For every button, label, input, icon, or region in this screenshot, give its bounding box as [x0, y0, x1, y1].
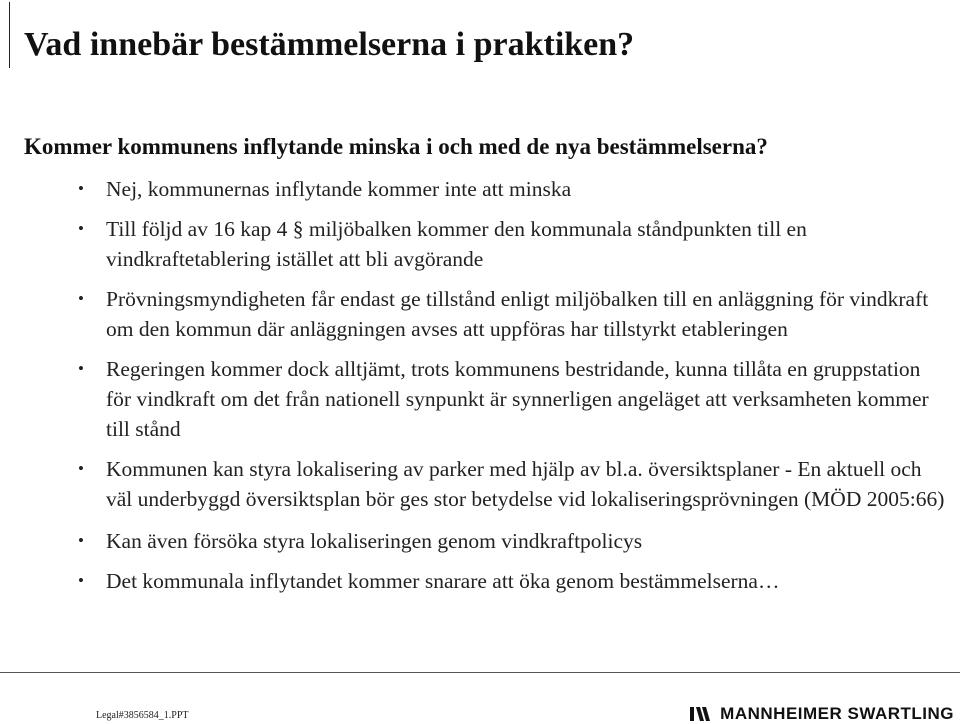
brand-name: MANNHEIMER SWARTLING: [720, 704, 954, 723]
bullet-icon: •: [78, 219, 84, 238]
bullet-item: [78, 214, 950, 274]
bullet-list: [78, 174, 950, 606]
bullet-icon: •: [78, 289, 84, 308]
slide-subheading: Kommer kommunens inflytande minska i och med de nya bestämmelserna?: [24, 134, 768, 159]
bullet-item: [78, 284, 950, 344]
brand-mark: [690, 704, 954, 724]
bullet-text: Kan även försöka styra lokaliseringen genom vindkraftpolicys: [106, 529, 643, 553]
bullet-text: Nej, kommunernas inflytande kommer inte att minska: [106, 177, 572, 201]
bullet-text: Kommunen kan styra lokalisering av parker med hjälp av bl.a. översiktsplaner - En aktuell och väl underbyggd översiktsplan bör ges stor betydelse vid lokaliseringsprövningen (MÖD 2005:66): [106, 457, 945, 511]
bullet-text: Prövningsmyndigheten får endast ge tillstånd enligt miljöbalken till en anläggning för vindkraft om den kommun där anläggningen avses att uppföras har tillstyrkt etableringen: [106, 287, 929, 341]
bullet-icon: •: [78, 179, 84, 198]
bullet-text: Till följd av 16 kap 4 § miljöbalken kommer den kommunala ståndpunkten till en vindkraftetablering istället att bli avgörande: [106, 217, 807, 271]
bullet-text: Regeringen kommer dock alltjämt, trots kommunens bestridande, kunna tillåta en gruppstation för vindkraft om det från nationell synpunkt är synnerligen angeläget att verksamheten kommer till stånd: [106, 357, 929, 441]
bullet-icon: •: [78, 459, 84, 478]
bullet-text: Det kommunala inflytandet kommer snarare att öka genom bestämmelserna…: [106, 569, 780, 593]
document-id: Legal#3856584_1.PPT: [96, 710, 189, 721]
bullet-icon: •: [78, 359, 84, 378]
bullet-icon: •: [78, 571, 84, 590]
footer-divider: [0, 672, 960, 673]
bullet-item: [78, 526, 950, 556]
bullet-item: [78, 174, 950, 204]
bullet-item: [78, 454, 950, 514]
bullet-icon: •: [78, 531, 84, 550]
bullet-item: [78, 566, 950, 596]
slide-title: Vad innebär bestämmelserna i praktiken?: [24, 26, 635, 63]
bullet-item: [78, 354, 950, 444]
left-accent-rule: [9, 2, 10, 68]
mannheimer-swartling-logo-icon: [690, 705, 712, 723]
